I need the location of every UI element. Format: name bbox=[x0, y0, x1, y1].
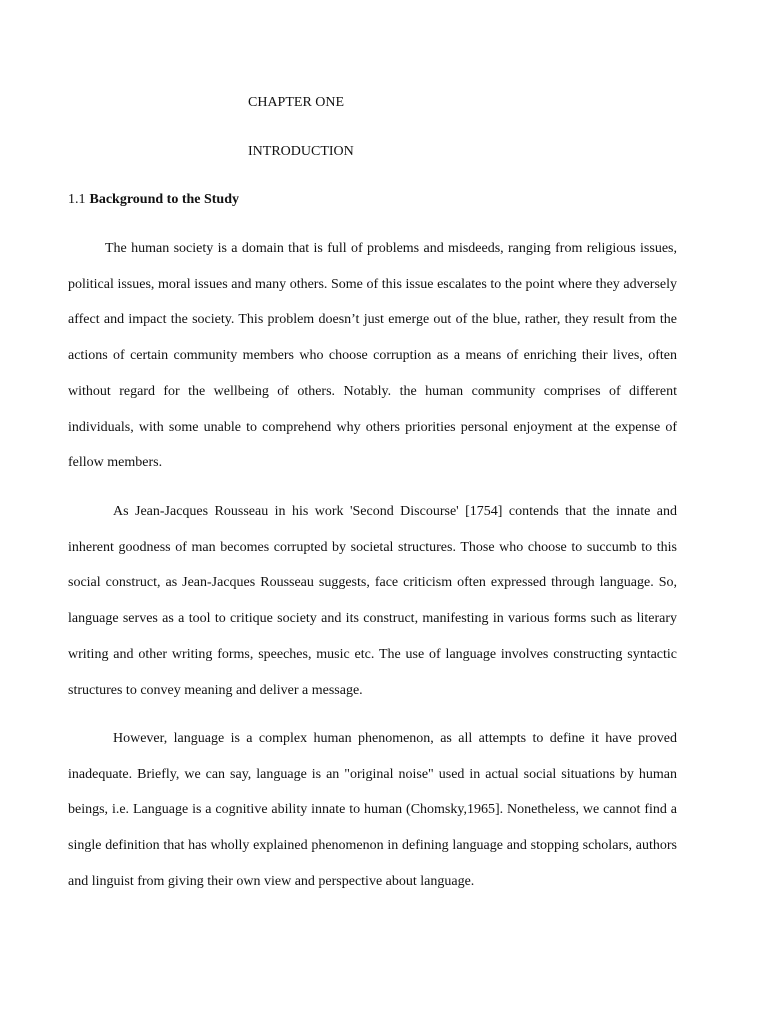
subsection-heading bbox=[68, 191, 239, 209]
chapter-title: CHAPTER ONE bbox=[248, 95, 345, 110]
section-title: INTRODUCTION bbox=[248, 144, 354, 159]
subsection-number: 1.1 bbox=[68, 192, 86, 207]
subsection-title: Background to the Study bbox=[89, 192, 240, 207]
paragraph-1: The human society is a domain that is full of problems and misdeeds, ranging from religious issues, political issues, moral issues and many others. Some of this issue escalates to the point where they adversely affect and impact the society. This problem doesn’t just emerge out of the blue, rather, they result from the actions of certain community members who choose corruption as a means of enriching their lives, often without regard for the wellbeing of others. Notably. the human community comprises of different individuals, with some unable to comprehend why others priorities personal enjoyment at the expense of fellow members. bbox=[68, 241, 677, 471]
paragraph-3: However, language is a complex human phenomenon, as all attempts to define it have proved inadequate. Briefly, we can say, language is an "original noise" used in actual social situations by human beings, i.e. Language is a cognitive ability innate to human (Chomsky,1965]. Nonetheless, we cannot find a single definition that has wholly explained phenomenon in defining language and stopping scholars, authors and linguist from giving their own view and perspective about language. bbox=[68, 731, 677, 889]
paragraph-2: As Jean-Jacques Rousseau in his work 'Second Discourse' [1754] contends that the innate and inherent goodness of man becomes corrupted by societal structures. Those who choose to succumb to this social construct, as Jean-Jacques Rousseau suggests, face criticism often expressed through language. So, language serves as a tool to critique society and its construct, manifesting in various forms such as literary writing and other writing forms, speeches, music etc. The use of language involves constructing syntactic structures to convey meaning and deliver a message. bbox=[68, 504, 677, 698]
